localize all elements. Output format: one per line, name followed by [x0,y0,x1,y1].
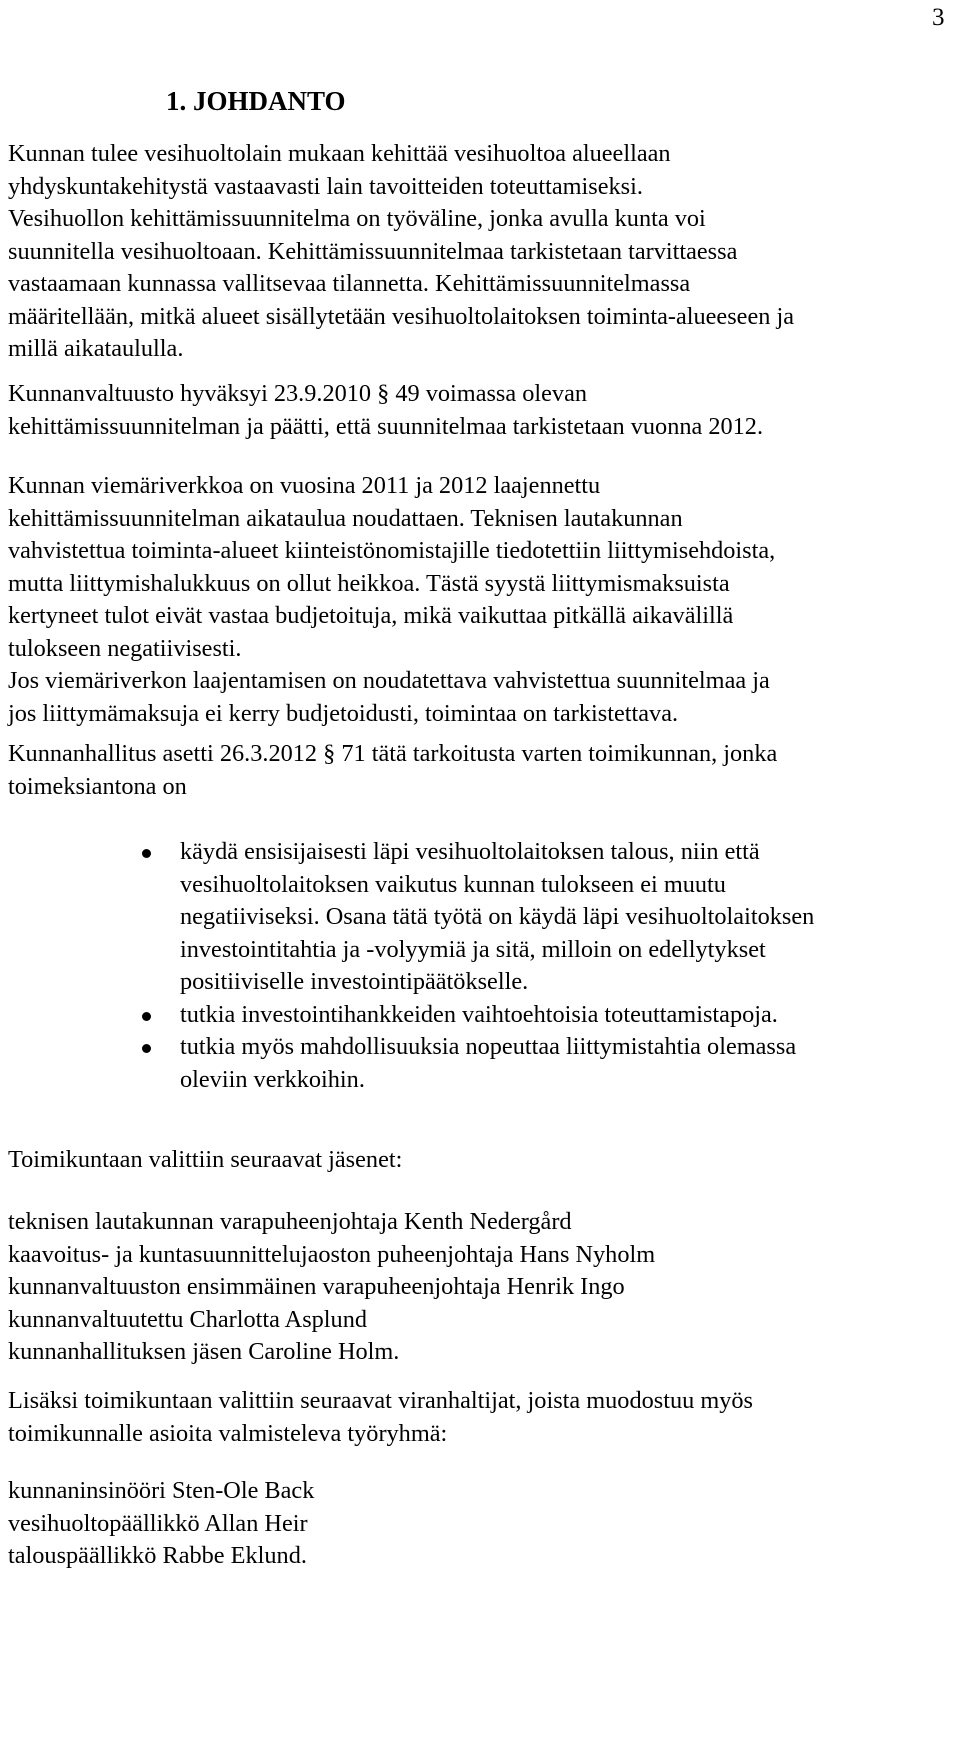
text-line: Kunnanhallitus asetti 26.3.2012 § 71 tätä tarkoitusta varten toimikunnan, jonka [8,740,778,767]
list-item [8,836,960,999]
text-line: vastaamaan kunnassa vallitsevaa tilannetta. Kehittämissuunnitelmassa [8,270,691,297]
text-line: määritellään, mitkä alueet sisällytetään vesihuoltolaitoksen toiminta-alueeseen ja [8,302,794,330]
official-line: kunnaninsinööri Sten-Ole Back [8,1477,315,1504]
member-line: teknisen lautakunnan varapuheenjohtaja Kenth Nedergård [8,1208,572,1235]
list-item [8,999,960,1032]
text-line: positiiviselle investointipäätökselle. [180,968,529,995]
member-line: kunnanvaltuuston ensimmäinen varapuheenjohtaja Henrik Ingo [8,1273,625,1300]
text-line: mutta liittymishalukkuus on ollut heikkoa. Tästä syystä liittymismaksuista [8,569,730,597]
page-number: 3 [932,4,945,31]
text-line: Toimikuntaan valittiin seuraavat jäsenet: [8,1146,403,1173]
list-item-text [180,1031,960,1096]
text-line: Kunnan viemäriverkkoa on vuosina 2011 ja 2012 laajennettu [8,472,601,499]
text-line: suunnitella vesihuoltoaan. Kehittämissuunnitelmaa tarkistetaan tarvittaessa [8,237,738,265]
text-line: vahvistettua toiminta-alueet kiinteistönomistajille tiedotettiin liittymisehdoista, [8,537,776,564]
text-line: Jos viemäriverkon laajentamisen on noudatettava vahvistettua suunnitelmaa ja [8,667,770,694]
officials-intro [8,1385,960,1450]
bullet-icon [142,849,151,858]
mandate-bullet-list [8,836,960,1096]
text-line: toimeksiantona on [8,772,187,800]
text-line: tutkia investointihankkeiden vaihtoehtoisia toteuttamistapoja. [180,1000,778,1028]
officials-list [8,1475,960,1573]
text-line: Kunnan tulee vesihuoltolain mukaan kehittää vesihuoltoa alueellaan [8,140,671,167]
member-line: kaavoitus- ja kuntasuunnittelujaoston puheenjohtaja Hans Nyholm [8,1240,656,1268]
text-line: toimikunnalle asioita valmisteleva työryhmä: [8,1419,448,1447]
text-line: käydä ensisijaisesti läpi vesihuoltolaitoksen talous, niin että [180,838,760,865]
text-line: kehittämissuunnitelman aikataulua noudattaen. Teknisen lautakunnan [8,504,683,532]
list-item-text [180,836,960,999]
text-line: negatiiviseksi. Osana tätä työtä on käydä läpi vesihuoltolaitoksen [180,903,815,930]
section-heading: 1. JOHDANTO [166,86,346,116]
text-line: tutkia myös mahdollisuuksia nopeuttaa liittymistahtia olemassa [180,1033,797,1060]
intro-paragraph [8,138,960,366]
text-line: millä aikataululla. [8,335,184,362]
bullet-icon [142,1044,151,1053]
text-line: Vesihuollon kehittämissuunnitelma on työväline, jonka avulla kunta voi [8,205,706,232]
text-line: kertyneet tulot eivät vastaa budjetoituja, mikä vaikuttaa pitkällä aikavälillä [8,602,734,629]
list-item-text [180,999,960,1032]
official-line: vesihuoltopäällikkö Allan Heir [8,1509,308,1537]
members-list [8,1206,960,1369]
text-line: jos liittymämaksuja ei kerry budjetoidusti, toimintaa on tarkistettava. [8,699,679,727]
member-line: kunnanvaltuutettu Charlotta Asplund [8,1305,368,1333]
text-line: Kunnanvaltuusto hyväksyi 23.9.2010 § 49 voimassa olevan [8,380,588,407]
official-line: talouspäällikkö Rabbe Eklund. [8,1542,307,1569]
network-expansion-paragraph [8,470,960,730]
text-line: tulokseen negatiivisesti. [8,634,242,662]
member-line: kunnanhallituksen jäsen Caroline Holm. [8,1338,400,1365]
members-intro [8,1144,960,1177]
text-line: yhdyskuntakehitystä vastaavasti lain tavoitteiden toteuttamiseksi. [8,172,643,200]
text-line: oleviin verkkoihin. [180,1065,365,1093]
text-line: Lisäksi toimikuntaan valittiin seuraavat viranhaltijat, joista muodostuu myös [8,1387,753,1414]
text-line: kehittämissuunnitelman ja päätti, että suunnitelmaa tarkistetaan vuonna 2012. [8,412,764,440]
text-line: investointitahtia ja -volyymiä ja sitä, milloin on edellytykset [180,935,766,963]
bullet-icon [142,1012,151,1021]
committee-appointment-paragraph [8,738,960,803]
council-approval-paragraph [8,378,960,443]
text-line: vesihuoltolaitoksen vaikutus kunnan tulokseen ei muutu [180,870,726,898]
list-item [8,1031,960,1096]
